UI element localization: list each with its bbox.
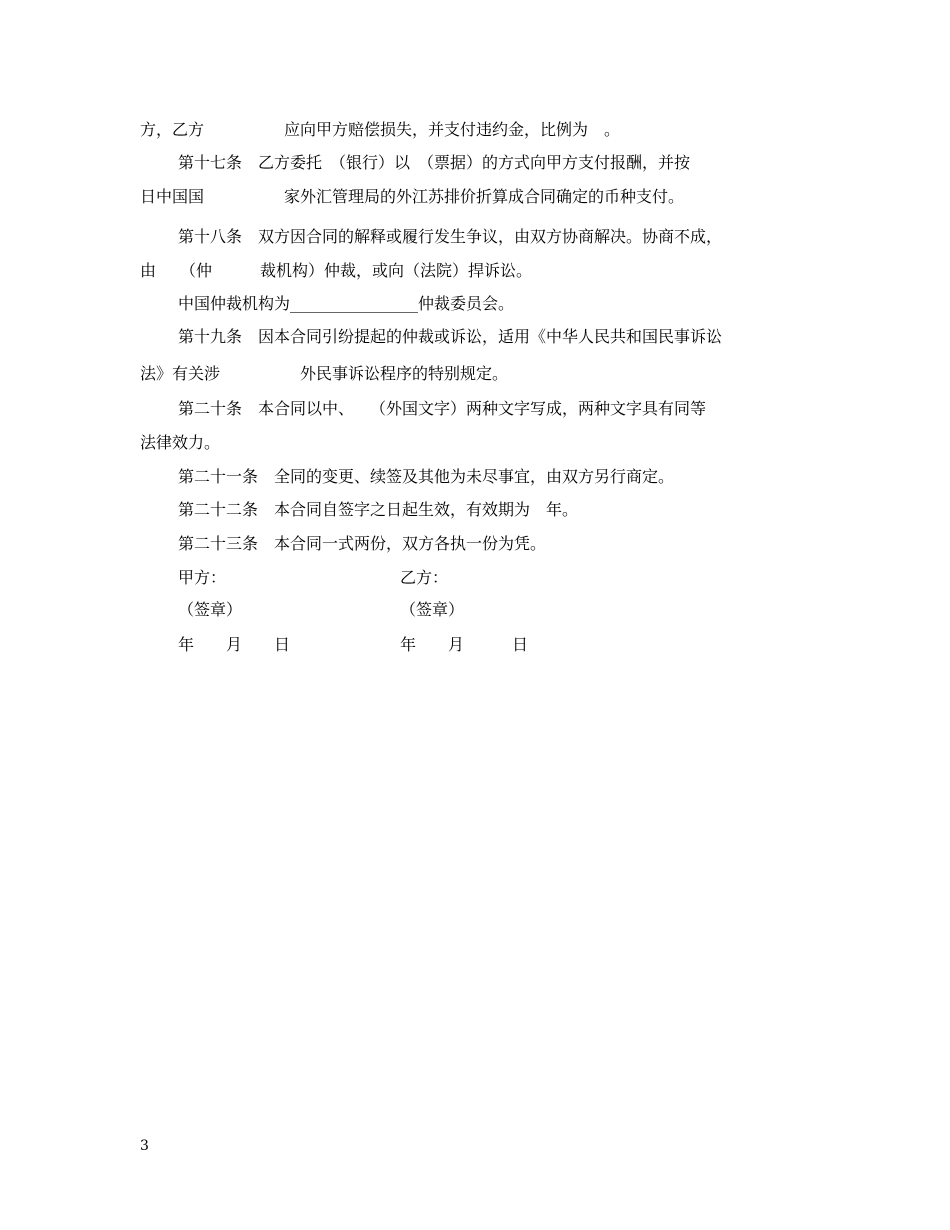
contract-line-10: 法律效力。	[140, 433, 221, 452]
page-number: 3	[140, 1138, 149, 1154]
party-b-date: 年 月 日	[400, 635, 529, 654]
contract-line-6: 中国仲裁机构为________________仲裁委员会。	[178, 294, 515, 313]
contract-line-2: 第十七条 乙方委托 （银行）以 （票据）的方式向甲方支付报酬，并按	[178, 153, 691, 172]
party-b-label: 乙方：	[400, 568, 449, 587]
contract-line-8: 法》有关涉 外民事诉讼程序的特别规定。	[140, 364, 509, 383]
contract-line-4: 第十八条 双方因合同的解释或履行发生争议，由双方协商解决。协商不成，	[178, 227, 723, 246]
contract-line-11: 第二十一条 全同的变更、续签及其他为未尽事宜，由双方另行商定。	[178, 467, 675, 486]
contract-line-3: 日中国国 家外汇管理局的外江苏排价折算成合同确定的币种支付。	[140, 187, 685, 206]
contract-line-1: 方，乙方 应向甲方赔偿损失，并支付违约金，比例为 。	[140, 120, 621, 139]
party-a-seal: （签章）	[178, 600, 243, 619]
contract-line-9: 第二十条 本合同以中、 （外国文字）两种文字写成，两种文字具有同等	[178, 399, 707, 418]
contract-line-13: 第二十三条 本合同一式两份，双方各执一份为凭。	[178, 534, 547, 553]
party-a-label: 甲方：	[178, 568, 227, 587]
contract-line-12: 第二十二条 本合同自签字之日起生效，有效期为 年。	[178, 500, 579, 519]
contract-line-5: 由 （仲 裁机构）仲裁，或向（法院）捍诉讼。	[140, 261, 533, 280]
contract-line-7: 第十九条 因本合同引纷提起的仲裁或诉讼，适用《中华人民共和国民事诉讼	[178, 327, 723, 346]
party-a-date: 年 月 日	[178, 635, 291, 654]
party-b-seal: （签章）	[400, 600, 465, 619]
